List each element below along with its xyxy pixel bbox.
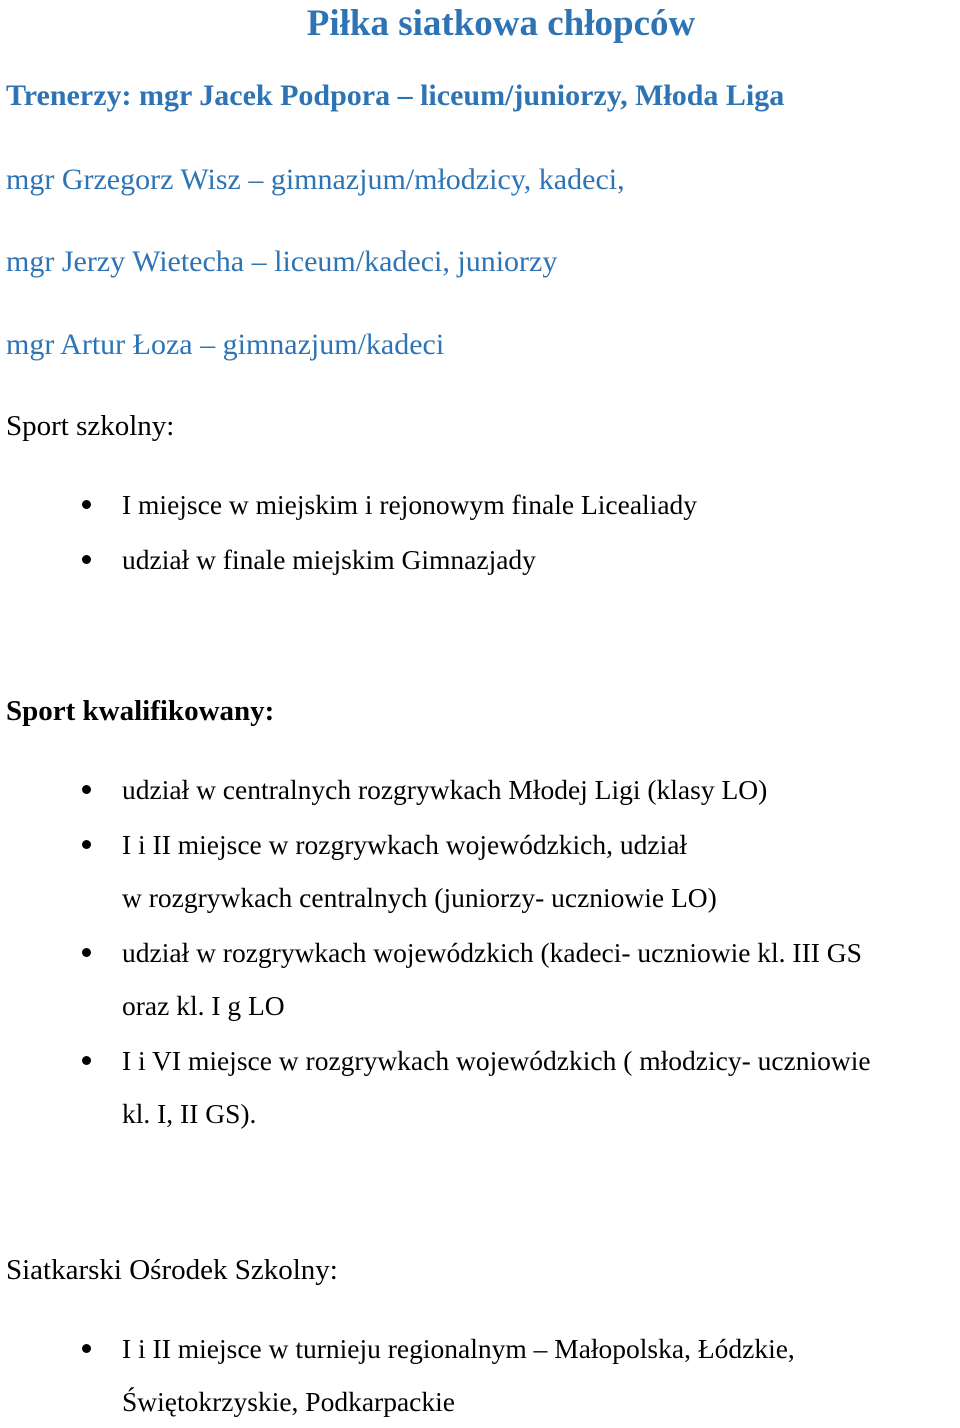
bullet-icon: [82, 948, 91, 957]
bullet-icon: [82, 1056, 91, 1065]
page-title: Piłka siatkowa chłopców: [306, 3, 696, 44]
qualified-sport-item-text: udział w rozgrywkach wojewódzkich (kadeci- uczniowie kl. III GS: [122, 937, 862, 968]
volleyball-center-item-text-continued: Świętokrzyskie, Podkarpackie: [122, 1386, 455, 1417]
coaches-line-2: mgr Grzegorz Wisz – gimnazjum/młodzicy, kadeci,: [6, 163, 625, 196]
school-sport-heading: Sport szkolny:: [6, 410, 175, 442]
qualified-sport-item-text-continued: oraz kl. I g LO: [122, 990, 285, 1021]
coaches-line-1: Trenerzy: mgr Jacek Podpora – liceum/juniorzy, Młoda Liga: [6, 79, 785, 112]
bullet-icon: [82, 500, 91, 509]
volleyball-center-item-text: I i II miejsce w turnieju regionalnym – Małopolska, Łódzkie,: [122, 1333, 795, 1364]
bullet-icon: [82, 785, 91, 794]
bullet-icon: [82, 1344, 91, 1353]
coaches-line-3: mgr Jerzy Wietecha – liceum/kadeci, juniorzy: [6, 245, 558, 278]
coaches-line-4: mgr Artur Łoza – gimnazjum/kadeci: [6, 328, 445, 361]
school-sport-item-text: udział w finale miejskim Gimnazjady: [122, 544, 536, 575]
qualified-sport-item-text-continued: kl. I, II GS).: [122, 1098, 257, 1129]
bullet-icon: [82, 840, 91, 849]
volleyball-center-heading: Siatkarski Ośrodek Szkolny:: [6, 1254, 338, 1286]
qualified-sport-item-text: udział w centralnych rozgrywkach Młodej Ligi (klasy LO): [122, 774, 768, 805]
bullet-icon: [82, 555, 91, 564]
qualified-sport-item-text: I i II miejsce w rozgrywkach wojewódzkich, udział: [122, 829, 688, 860]
qualified-sport-item-text-continued: w rozgrywkach centralnych (juniorzy- uczniowie LO): [122, 882, 717, 913]
school-sport-item-text: I miejsce w miejskim i rejonowym finale Licealiady: [122, 489, 698, 520]
qualified-sport-item-text: I i VI miejsce w rozgrywkach wojewódzkich ( młodzicy- uczniowie: [122, 1045, 871, 1076]
qualified-sport-heading: Sport kwalifikowany:: [6, 695, 275, 727]
